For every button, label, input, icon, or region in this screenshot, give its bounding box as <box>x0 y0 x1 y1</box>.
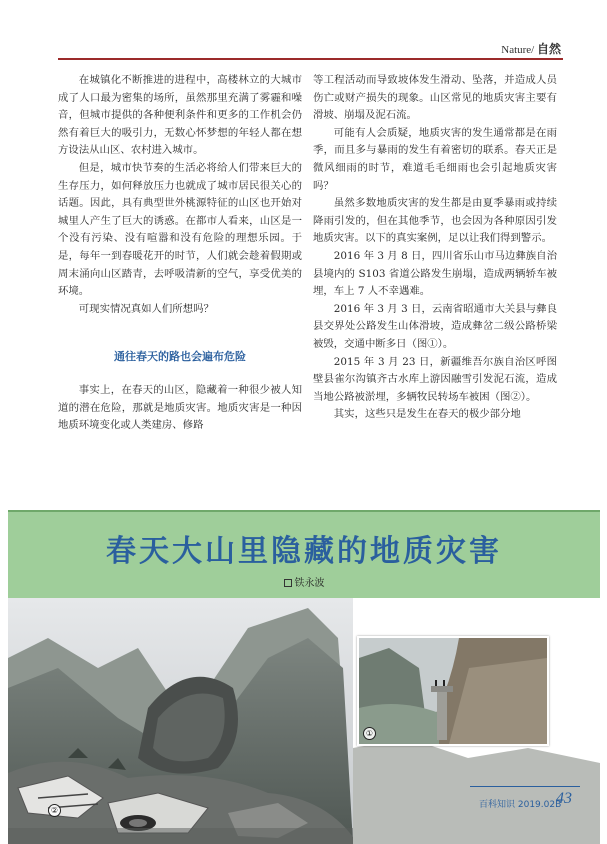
paragraph: 等工程活动而导致坡体发生滑动、坠落，并造成人员伤亡或财产损失的现象。山区常见的地质灾害主要有滑坡、崩塌及泥石流。 <box>313 74 557 122</box>
right-column <box>313 72 557 424</box>
paragraph: 可现实情况真如人们所想吗？ <box>78 302 214 315</box>
footer-rule <box>470 786 580 787</box>
section-tag-en: Nature/ <box>501 44 535 56</box>
article-title: 春天大山里隐藏的地质灾害 <box>106 534 502 569</box>
article-author <box>8 574 600 589</box>
paragraph: 事实上，在春天的山区，隐藏着一种很少被人知道的潜在危险，那就是地质灾害。地质灾害是一种因地质环境变化或人类建房、修路 <box>58 383 302 432</box>
author-box-icon <box>284 579 292 587</box>
left-column <box>58 72 302 435</box>
paragraph: 可能有人会质疑，地质灾害的发生通常都是在雨季，而且多与暴雨的发生有着密切的联系。春天正是微风细雨的时节，难道毛毛细雨也会引起地质灾害吗？ <box>313 126 557 192</box>
paragraph: 在城镇化不断推进的进程中，高楼林立的大城市成了人口最为密集的场所，虽然那里充满了雾霾和噪音，但城市提供的各种便利条件和更多的工作机会仍然有着巨大的吸引力，无数心怀梦想的年轻人都在想方设法从山区、农村进入城市。 <box>58 74 302 157</box>
author-name: 铁永波 <box>294 578 325 589</box>
section-tag <box>501 40 561 57</box>
page-number: 43 <box>556 790 572 807</box>
paragraph: 2016 年 3 月 8 日，四川省乐山市马边彝族自治县境内的 S103 省道公路发生崩塌，造成两辆轿车被埋，车上 7 人不幸遇难。 <box>313 249 557 298</box>
figure-label-2: ② <box>48 804 61 817</box>
article-banner <box>8 510 600 598</box>
section-tag-zh: 自然 <box>536 42 561 56</box>
paragraph: 2015 年 3 月 23 日，新疆维吾尔族自治区呼图壁县雀尔沟镇齐古水库上游因融雪引发泥石流，造成当地公路被淤埋，多辆牧民转场车被困（图②）。 <box>313 355 557 403</box>
paragraph: 2016 年 3 月 3 日，云南省昭通市大关县与彝良县交界处公路发生山体滑坡，造成彝岔二级公路桥梁被毁，交通中断多日（图①）。 <box>313 302 557 350</box>
inset-photo <box>357 636 549 746</box>
header-rule <box>58 58 563 60</box>
figure-label-1: ① <box>363 727 376 740</box>
footer-journal: 百科知识 2019.02B <box>479 800 562 810</box>
section-subhead: 通往春天的路也会遍布危险 <box>114 350 246 364</box>
paragraph: 但是，城市快节奏的生活必将给人们带来巨大的生存压力，如何释放压力也就成了城市居民很关心的话题。因此，具有典型世外桃源特征的山区也开始对城里人产生了巨大的诱惑。在都市人看来，山区是一个没有污染、没有喧嚣和没有危险的理想乐园。于是，每年一到春暖花开的时节，人们就会趁着假期或周末涌向山区踏青，去呼吸清新的空气，享受优美的环境。 <box>58 161 302 298</box>
paragraph: 虽然多数地质灾害的发生都是由夏季暴雨或持续降雨引发的，但在其他季节，也会因为各种原因引发地质灾害。以下的真实案例，足以让我们得到警示。 <box>313 197 557 245</box>
bridge-scene <box>359 638 547 744</box>
paragraph: 其实，这些只是发生在春天的极少部分地 <box>333 408 521 421</box>
